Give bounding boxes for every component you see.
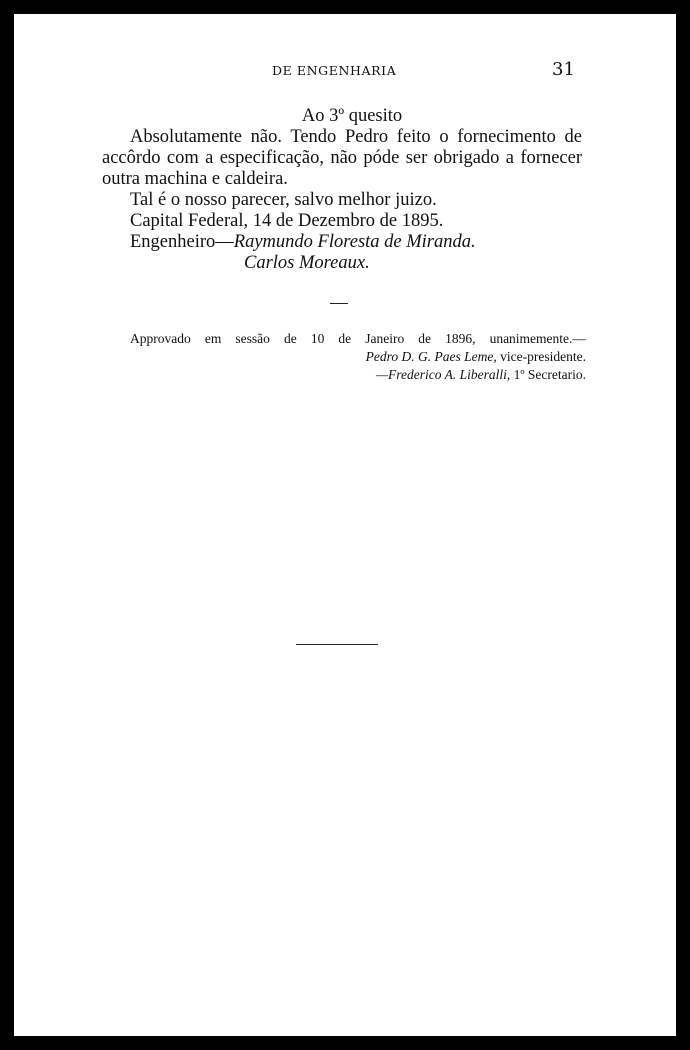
approval-word: de [283, 331, 297, 346]
running-title: DE ENGENHARIA [272, 63, 397, 78]
approval-word: em [204, 331, 222, 346]
approval-word: unanimemente.— [489, 331, 586, 346]
place-date-line: Capital Federal, 14 de Dezembro de 1895. [130, 211, 444, 231]
answer-paragraph: Absolutamente não. Tendo Pedro feito o fornecimento de accôrdo com a especificação, não póde ser obrigado a fornecer outra machina e caldeira. [102, 127, 582, 189]
approval-word: de [418, 331, 432, 346]
signature-label: Engenheiro— [130, 232, 234, 252]
page-number: 31 [552, 59, 575, 80]
approval-word: Approvado [130, 331, 191, 346]
opinion-line: Tal é o nosso parecer, salvo melhor juizo. [130, 190, 437, 210]
section-divider [330, 303, 348, 304]
body-text [102, 106, 582, 274]
signature-name-1: Raymundo Floresta de Miranda. [233, 232, 476, 252]
secretary-name: —Frederico A. Liberalli, [375, 367, 511, 382]
signature-name-2: Carlos Moreaux. [244, 253, 370, 273]
section-heading: Ao 3º quesito [301, 106, 403, 126]
approval-line-1 [130, 330, 586, 348]
signature-line [102, 232, 582, 253]
approval-word: sessão [235, 331, 270, 346]
running-head [14, 61, 676, 85]
document-page [14, 14, 676, 1036]
approval-note [130, 330, 586, 384]
approval-word: Janeiro [365, 331, 405, 346]
approval-word: de [338, 331, 352, 346]
vice-president-role: vice-presidente. [496, 349, 586, 364]
end-rule [296, 644, 378, 645]
approval-word: 1896, [445, 331, 476, 346]
approval-line-2 [130, 348, 586, 366]
secretary-role: 1º Secretario. [510, 367, 586, 382]
approval-word: 10 [310, 331, 325, 346]
approval-line-3 [130, 366, 586, 384]
vice-president-name: Pedro D. G. Paes Leme, [365, 349, 497, 364]
